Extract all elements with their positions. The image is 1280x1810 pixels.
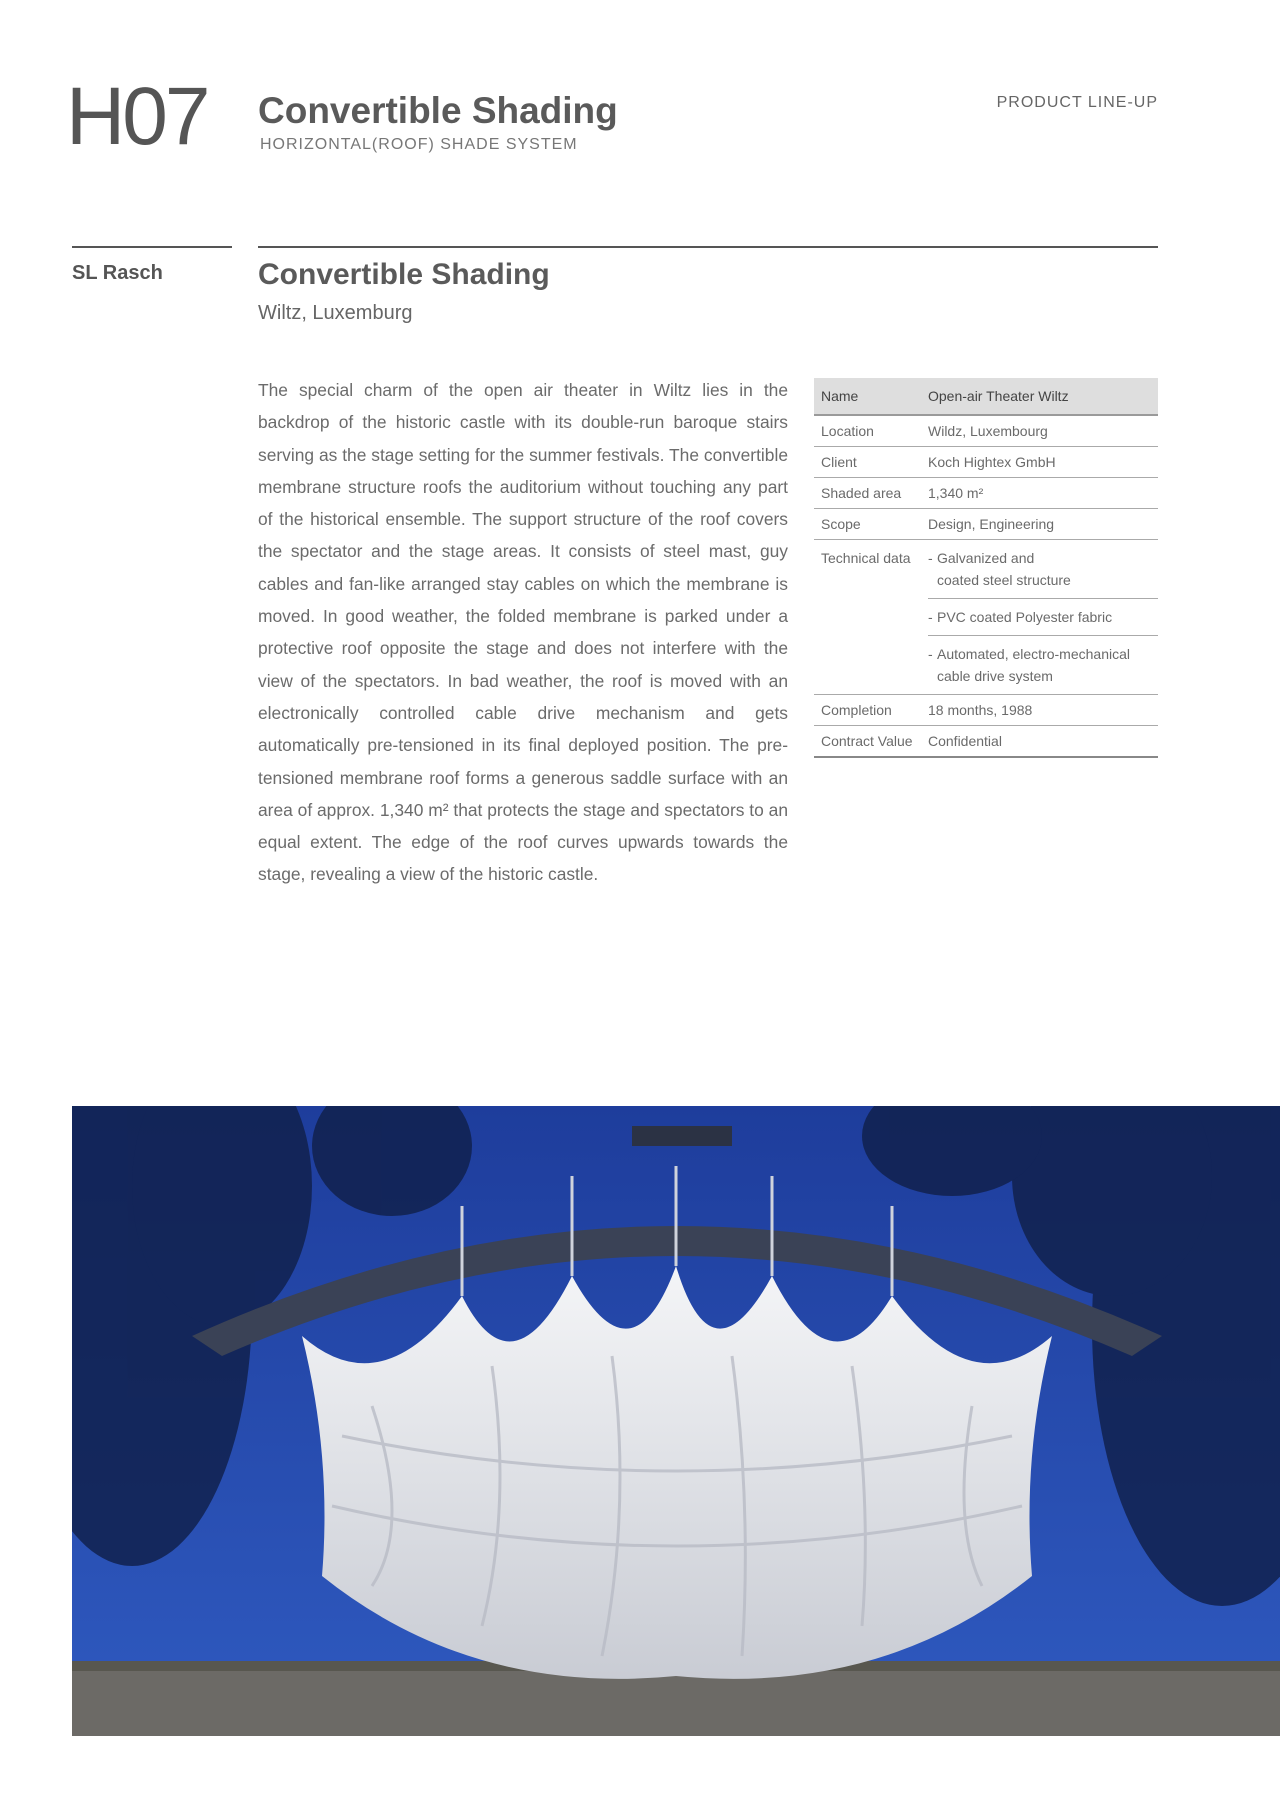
project-location: Wiltz, Luxemburg (258, 302, 413, 324)
project-photo (72, 1106, 1280, 1736)
spec-label: Contract Value (821, 733, 913, 749)
spec-row (814, 478, 1158, 509)
product-code: H07 (66, 71, 208, 162)
spec-value: Open-air Theater Wiltz (928, 388, 1069, 404)
project-description: The special charm of the open air theater in Wiltz lies in the backdrop of the historic castle with its double-run baroque stairs serving as the stage setting for the summer festivals. The convertible membrane structure roofs the auditorium without touching any part of the historical ensemble. The support structure of the roof covers the spectator and the stage areas. It consists of steel mast, guy cables and fan-like arranged stay cables on which the membrane is moved. In good weather, the folded membrane is parked under a protective roof opposite the stage and does not interfere with the view of the spectators. In bad weather, the roof is moved with an electronically controlled cable drive mechanism and gets automatically pre-tensioned in its final deployed position. The pre-tensioned membrane roof forms a generous saddle surface with an area of approx. 1,340 m² that protects the stage and spectators to an equal extent. The edge of the roof curves upwards towards the stage, revealing a view of the historic castle. (258, 380, 788, 885)
spec-row (814, 416, 1158, 447)
project-title: Convertible Shading (258, 258, 550, 291)
tech-item: - Automated, electro-mechanical cable drive system (928, 636, 1158, 694)
spec-table (814, 378, 1158, 758)
divider-left (72, 246, 232, 248)
spec-value: 1,340 m² (928, 485, 984, 501)
spec-label: Scope (821, 516, 861, 532)
tech-item-line: coated steel structure (937, 572, 1071, 588)
spec-row (814, 726, 1158, 758)
spec-row (814, 447, 1158, 478)
tech-item: - Galvanized and coated steel structure (928, 540, 1158, 599)
spec-value: Design, Engineering (928, 516, 1055, 532)
spec-value: Confidential (928, 733, 1002, 749)
tech-values (928, 540, 1158, 694)
header-subtitle: HORIZONTAL(ROOF) SHADE SYSTEM (260, 136, 578, 153)
divider-right (258, 246, 1158, 248)
spec-label: Name (821, 388, 859, 404)
spec-value: 18 months, 1988 (928, 702, 1033, 718)
spec-label: Shaded area (821, 485, 902, 501)
spec-label: Technical data (821, 550, 911, 566)
spec-header-row (814, 378, 1158, 416)
brand-name: SL Rasch (72, 262, 163, 284)
spec-value: Koch Hightex GmbH (928, 454, 1056, 470)
spec-row-technical (814, 540, 1158, 695)
spec-value: Wildz, Luxembourg (928, 423, 1048, 439)
spec-label: Location (821, 423, 874, 439)
section-label: PRODUCT LINE-UP (996, 94, 1158, 111)
tech-item-line: Galvanized and (937, 550, 1035, 566)
tech-item-line: PVC coated Polyester fabric (937, 609, 1113, 625)
tech-item-line: Automated, electro-mechanical (937, 646, 1130, 662)
spec-label: Client (821, 454, 857, 470)
membrane-roof-illustration (72, 1106, 1280, 1736)
spec-row (814, 509, 1158, 540)
spec-label: Completion (821, 702, 892, 718)
tech-item-line: cable drive system (937, 668, 1053, 684)
spec-row (814, 695, 1158, 726)
header-title: Convertible Shading (258, 90, 618, 131)
tech-item: - PVC coated Polyester fabric (928, 599, 1158, 636)
